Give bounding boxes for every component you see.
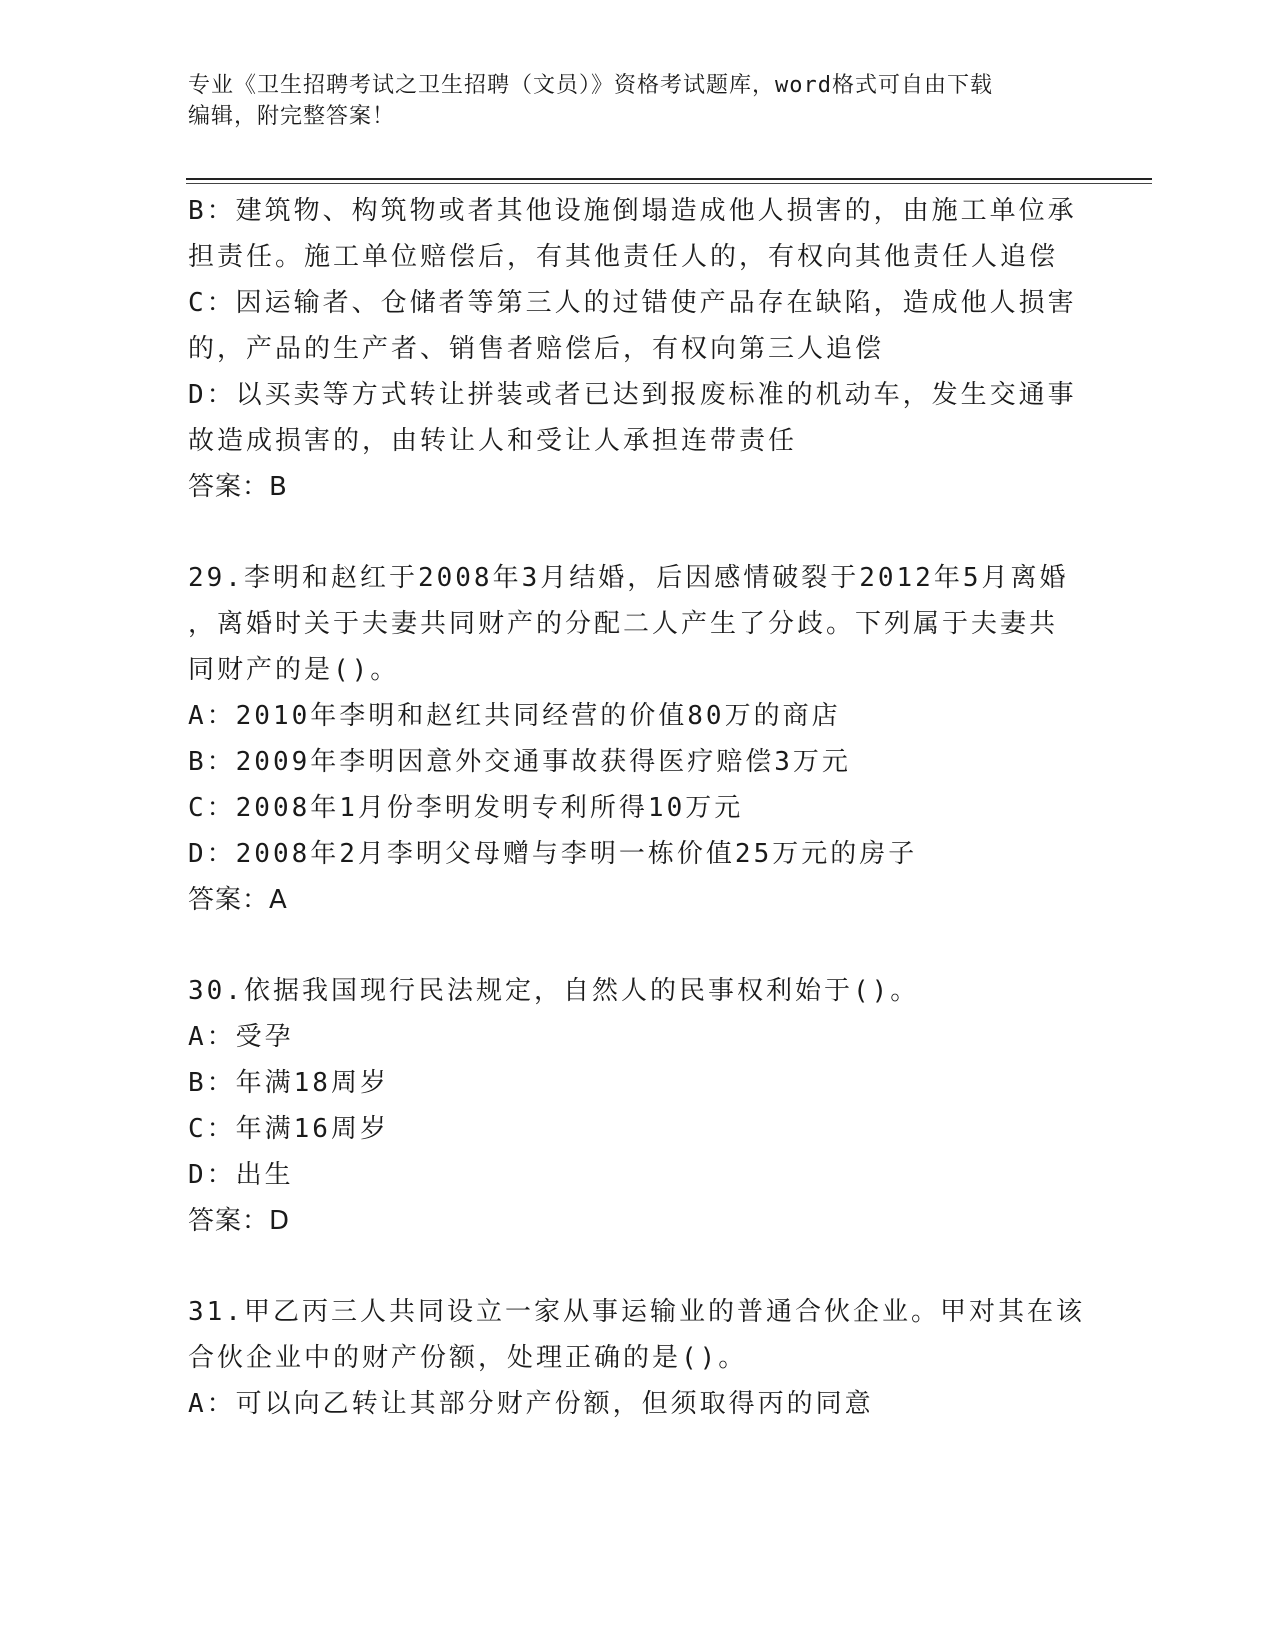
option-c-line-2: 的，产品的生产者、销售者赔偿后，有权向第三人追偿 (188, 334, 885, 364)
header-divider-thin (186, 183, 1152, 184)
option-b: B：2009年李明因意外交通事故获得医疗赔偿3万元 (188, 747, 851, 777)
option-c: C：年满16周岁 (188, 1114, 389, 1144)
question-stem-line-1: 29.李明和赵红于2008年3月结婚，后因感情破裂于2012年5月离婚 (188, 563, 1069, 593)
question-stem-line-1: 31.甲乙丙三人共同设立一家从事运输业的普通合伙企业。甲对其在该 (188, 1297, 1085, 1327)
option-c: C：2008年1月份李明发明专利所得10万元 (188, 793, 744, 823)
spacer (188, 1244, 1088, 1289)
question-29 (188, 555, 1088, 923)
document-header (188, 70, 1078, 132)
option-d-line-2: 故造成损害的，由转让人和受让人承担连带责任 (188, 426, 798, 456)
answer-label: 答案：D (188, 1206, 291, 1236)
answer-label: 答案：B (188, 472, 288, 502)
header-line-1: 专业《卫生招聘考试之卫生招聘（文员）》资格考试题库，word格式可自由下载 (188, 73, 993, 98)
answer-label: 答案：A (188, 885, 288, 915)
header-divider-thick (186, 178, 1152, 180)
option-a: A：2010年李明和赵红共同经营的价值80万的商店 (188, 701, 841, 731)
option-d: D：2008年2月李明父母赠与李明一栋价值25万元的房子 (188, 839, 918, 869)
option-a: A：可以向乙转让其部分财产份额，但须取得丙的同意 (188, 1389, 874, 1419)
header-line-2: 编辑，附完整答案！ (188, 104, 396, 129)
option-b-line-2: 担责任。施工单位赔偿后，有其他责任人的，有权向其他责任人追偿 (188, 242, 1059, 272)
option-a: A：受孕 (188, 1022, 294, 1052)
spacer (188, 923, 1088, 968)
question-list (188, 188, 1088, 1427)
option-d: D：出生 (188, 1160, 294, 1190)
question-stem-line-1: 30.依据我国现行民法规定，自然人的民事权利始于()。 (188, 976, 920, 1006)
option-c-line-1: C：因运输者、仓储者等第三人的过错使产品存在缺陷，造成他人损害 (188, 288, 1077, 318)
question-stem-line-3: 同财产的是()。 (188, 655, 400, 685)
question-31 (188, 1289, 1088, 1427)
question-stem-line-2: 合伙企业中的财产份额，处理正确的是()。 (188, 1343, 748, 1373)
option-b: B：年满18周岁 (188, 1068, 389, 1098)
question-30 (188, 968, 1088, 1244)
question-28-tail (188, 188, 1088, 510)
question-stem-line-2: ，离婚时关于夫妻共同财产的分配二人产生了分歧。下列属于夫妻共 (188, 609, 1059, 639)
spacer (188, 510, 1088, 555)
option-b-line-1: B：建筑物、构筑物或者其他设施倒塌造成他人损害的，由施工单位承 (188, 196, 1077, 226)
option-d-line-1: D：以买卖等方式转让拼装或者已达到报废标准的机动车，发生交通事 (188, 380, 1077, 410)
